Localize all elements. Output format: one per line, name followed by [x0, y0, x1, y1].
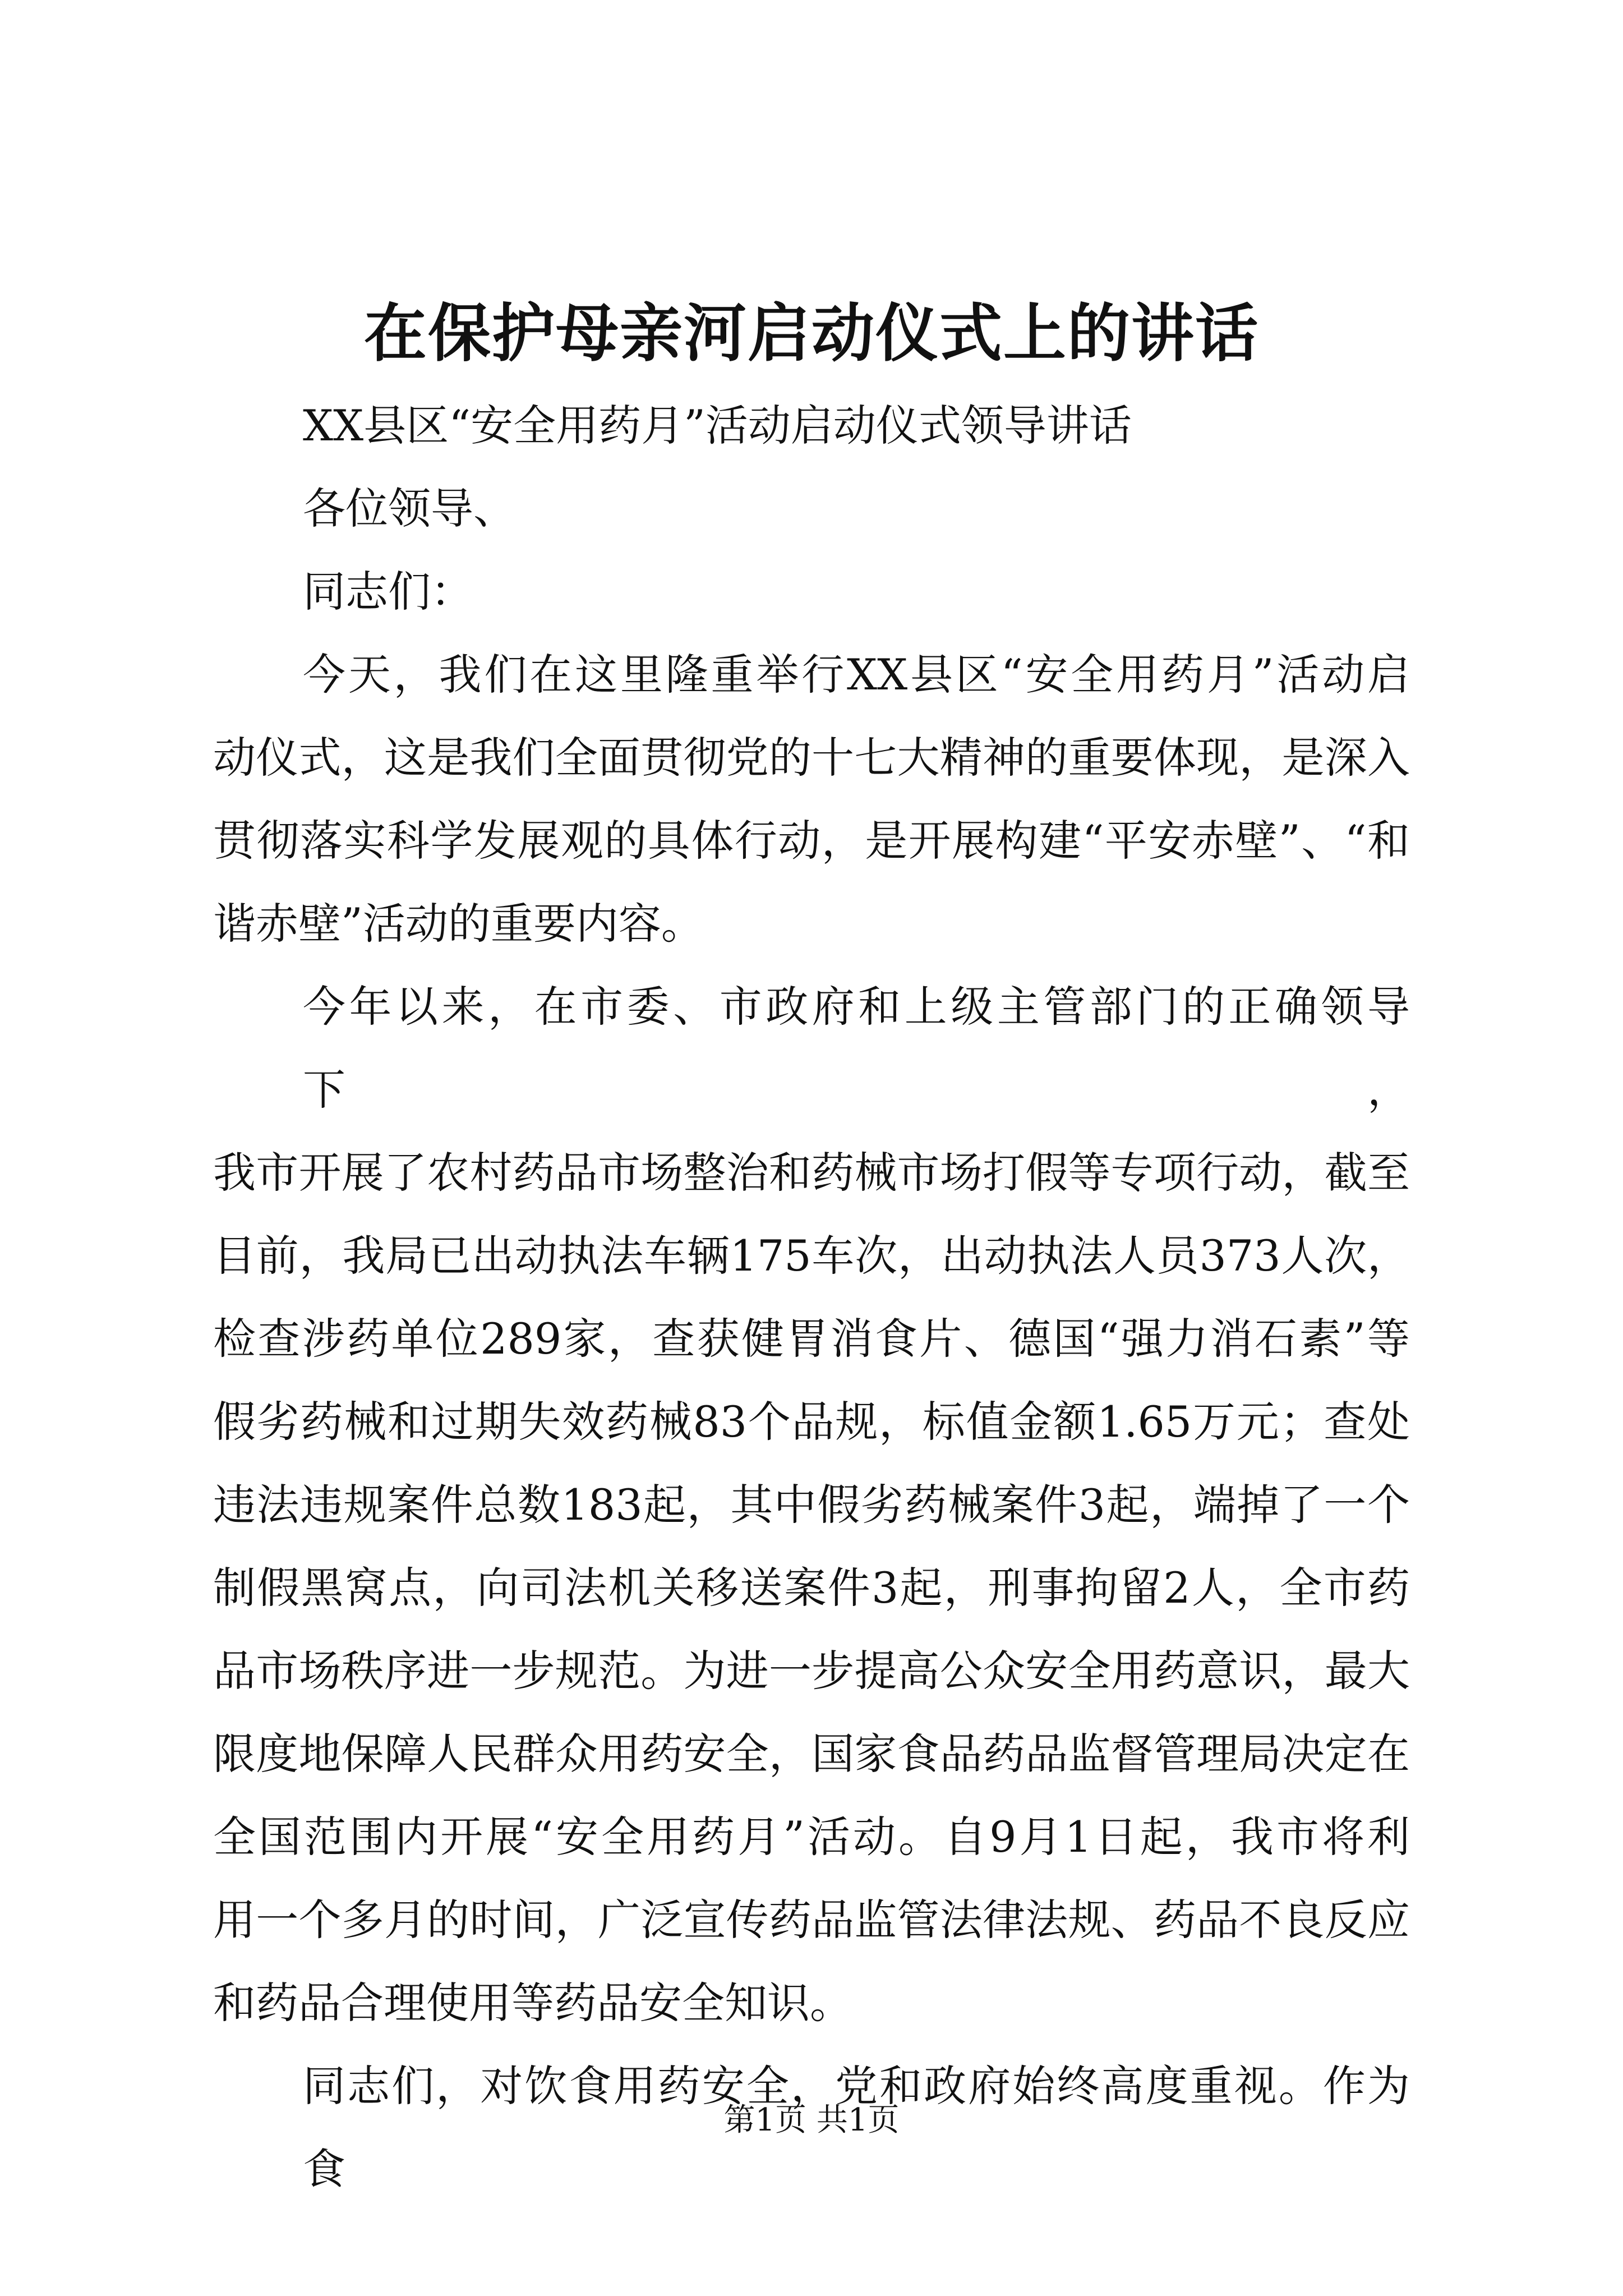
- paragraph-line: 用一个多月的时间，广泛宣传药品监管法律法规、药品不良反应: [213, 1895, 1410, 1945]
- page-footer: 第1页 共1页: [723, 2102, 900, 2138]
- subtitle-line: XX县区“安全用药月”活动启动仪式领导讲话: [303, 401, 1132, 450]
- paragraph-line: 今天，我们在这里隆重举行XX县区“安全用药月”活动启: [303, 650, 1410, 700]
- paragraph-line: 检查涉药单位289家，查获健胃消食片、德国“强力消石素”等: [213, 1314, 1410, 1364]
- paragraph-line: 全国范围内开展“安全用药月”活动。自9月1日起，我市将利: [213, 1812, 1410, 1862]
- paragraph-line: 目前，我局已出动执法车辆175车次，出动执法人员373人次，: [213, 1231, 1410, 1281]
- paragraph-line: 我市开展了农村药品市场整治和药械市场打假等专项行动，截至: [213, 1148, 1410, 1198]
- paragraph-line: 假劣药械和过期失效药械83个品规，标值金额1.65万元；查处: [213, 1397, 1410, 1447]
- salutation-line: 各位领导、: [303, 484, 516, 533]
- document-body: [213, 384, 1410, 2211]
- paragraph-line: 贯彻落实科学发展观的具体行动，是开展构建“平安赤壁”、“和: [213, 816, 1410, 866]
- salutation-line: 同志们：: [303, 567, 473, 616]
- paragraph-line: 谐赤壁”活动的重要内容。: [213, 899, 704, 949]
- paragraph-line: 限度地保障人民群众用药安全，国家食品药品监督管理局决定在: [213, 1729, 1410, 1779]
- paragraph-line: 制假黑窝点，向司法机关移送案件3起，刑事拘留2人，全市药: [213, 1563, 1410, 1613]
- paragraph-line: 违法违规案件总数183起，其中假劣药械案件3起，端掉了一个: [213, 1480, 1410, 1530]
- paragraph-line: 同志们，对饮食用药安全，党和政府始终高度重视。作为食: [303, 2061, 1410, 2194]
- paragraph-line: 品市场秩序进一步规范。为进一步提高公众安全用药意识，最大: [213, 1646, 1410, 1696]
- document-title: 在保护母亲河启动仪式上的讲话: [364, 297, 1259, 370]
- paragraph-line: 动仪式，这是我们全面贯彻党的十七大精神的重要体现，是深入: [213, 733, 1410, 783]
- paragraph-line: 和药品合理使用等药品安全知识。: [213, 1978, 852, 2028]
- paragraph-line: 今年以来，在市委、市政府和上级主管部门的正确领导下，: [303, 982, 1410, 1115]
